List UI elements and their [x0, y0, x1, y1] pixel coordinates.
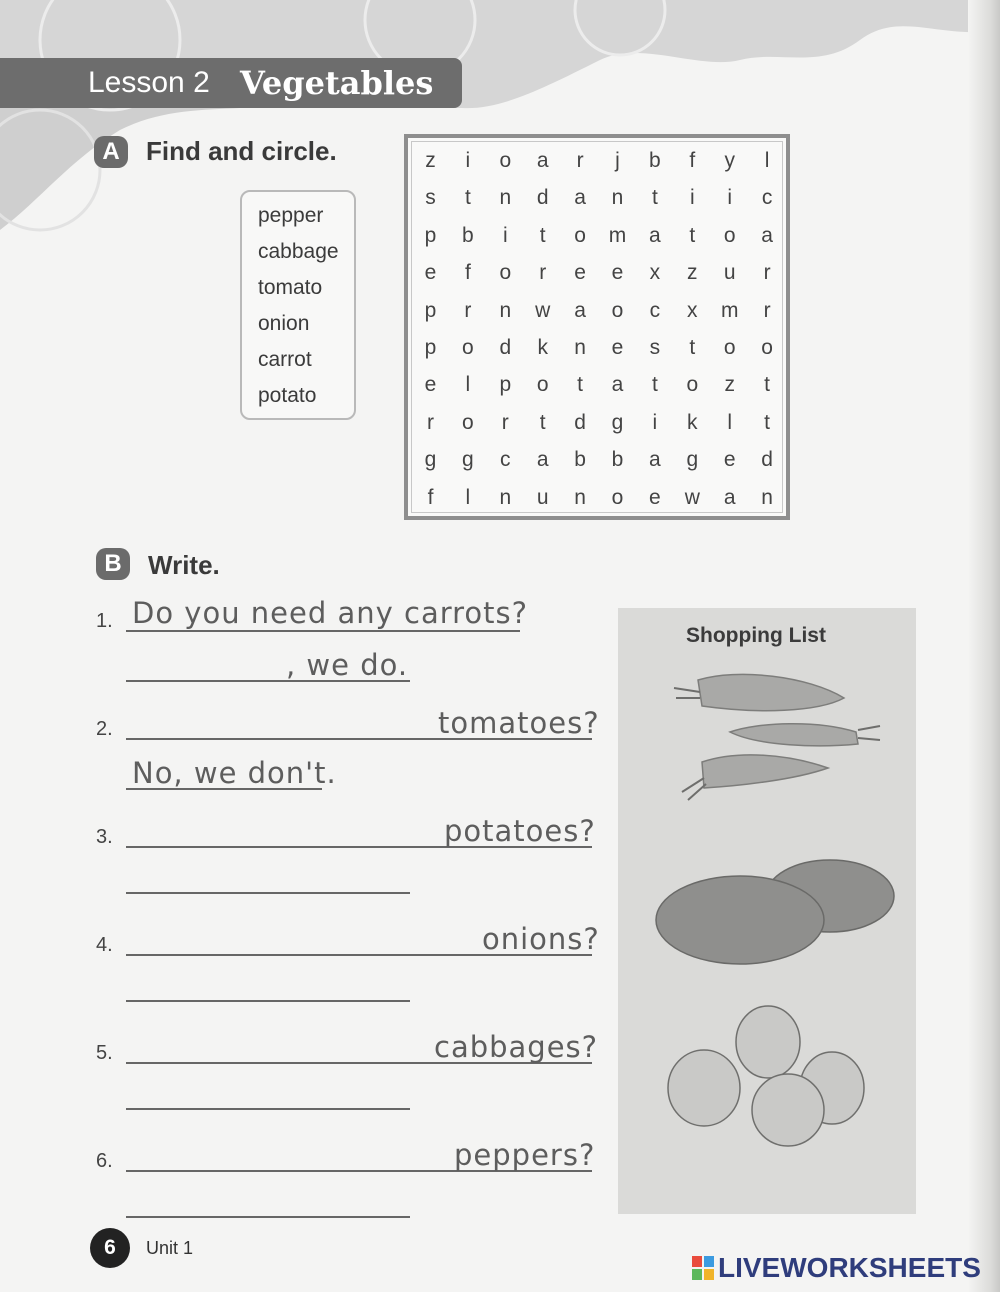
item-number: 3.	[96, 826, 113, 848]
grid-letter[interactable]: e	[424, 373, 437, 397]
grid-letter[interactable]: t	[764, 410, 771, 434]
question-tail: peppers?	[454, 1138, 596, 1172]
grid-letter[interactable]: t	[651, 373, 658, 397]
grid-letter[interactable]: z	[687, 261, 698, 285]
grid-letter[interactable]: k	[537, 336, 548, 359]
grid-letter[interactable]: n	[611, 186, 624, 210]
item-number: 5.	[96, 1042, 113, 1064]
grid-letter[interactable]: a	[761, 223, 773, 247]
onion-icon	[668, 1006, 864, 1146]
grid-letter[interactable]: o	[723, 223, 736, 247]
question-tail: potatoes?	[444, 814, 596, 848]
grid-letter[interactable]: t	[764, 373, 771, 397]
grid-letter[interactable]: f	[427, 485, 434, 509]
grid-letter[interactable]: e	[424, 261, 437, 285]
grid-letter[interactable]: c	[761, 186, 773, 210]
grid-letter[interactable]: a	[574, 298, 586, 322]
write-line[interactable]	[126, 788, 322, 790]
grid-letter[interactable]: n	[499, 186, 512, 210]
grid-letter[interactable]: b	[462, 223, 474, 247]
item-number: 4.	[96, 934, 113, 956]
write-line[interactable]	[126, 1000, 410, 1002]
grid-letter[interactable]: n	[761, 485, 773, 509]
grid-letter[interactable]: z	[425, 149, 436, 172]
write-line[interactable]	[126, 630, 520, 632]
word-bank-item: carrot	[258, 348, 312, 371]
grid-letter[interactable]: r	[576, 149, 584, 172]
grid-letter[interactable]: a	[574, 186, 586, 210]
grid-letter[interactable]: o	[462, 336, 474, 359]
liveworksheets-logo-icon	[692, 1256, 714, 1280]
grid-letter[interactable]: g	[686, 448, 699, 472]
grid-letter[interactable]: o	[611, 485, 624, 509]
lesson-label: Lesson 2	[88, 66, 210, 99]
grid-letter[interactable]: r	[501, 410, 509, 434]
grid-letter[interactable]: j	[615, 149, 620, 172]
grid-letter[interactable]: t	[539, 410, 546, 434]
grid-letter[interactable]: d	[574, 410, 586, 434]
write-line[interactable]	[126, 1108, 410, 1110]
question-tail: onions?	[482, 922, 600, 956]
grid-letter[interactable]: r	[763, 261, 771, 285]
grid-letter[interactable]: g	[611, 410, 624, 434]
grid-letter[interactable]: o	[723, 336, 736, 359]
grid-letter[interactable]: o	[761, 336, 773, 359]
word-search-cells	[411, 141, 783, 513]
grid-letter[interactable]: p	[424, 336, 437, 359]
grid-letter[interactable]: l	[764, 149, 770, 172]
grid-letter[interactable]: u	[723, 261, 736, 285]
item-number: 2.	[96, 718, 113, 740]
grid-letter[interactable]: d	[499, 336, 512, 359]
grid-letter[interactable]: g	[424, 448, 437, 472]
grid-letter[interactable]: r	[539, 261, 547, 285]
grid-letter[interactable]: e	[649, 485, 661, 509]
grid-letter[interactable]: o	[499, 149, 512, 172]
grid-letter[interactable]: s	[425, 186, 436, 210]
grid-letter[interactable]: l	[465, 373, 471, 397]
write-line[interactable]	[126, 680, 410, 682]
page-number: 6	[90, 1228, 130, 1268]
grid-letter[interactable]: n	[574, 485, 586, 509]
grid-letter[interactable]: i	[652, 410, 658, 434]
grid-letter[interactable]: n	[499, 298, 512, 322]
unit-label: Unit 1	[146, 1238, 194, 1258]
grid-letter[interactable]: i	[689, 186, 695, 210]
grid-letter[interactable]: a	[536, 448, 549, 472]
grid-letter[interactable]: o	[536, 373, 549, 397]
grid-letter[interactable]: e	[574, 261, 586, 285]
grid-letter[interactable]: e	[611, 261, 624, 285]
grid-letter[interactable]: w	[684, 485, 700, 509]
section-b-title: Write.	[148, 550, 220, 580]
example-question: Do you need any carrots?	[132, 596, 529, 630]
word-bank-item: onion	[258, 312, 310, 335]
section-a-badge: A	[94, 136, 128, 168]
grid-letter[interactable]: a	[536, 149, 549, 172]
brand-name: LIVEWORKSHEETS	[718, 1252, 981, 1283]
example-answer: No, we don't.	[132, 756, 337, 790]
grid-letter[interactable]: a	[649, 448, 661, 472]
question-tail: tomatoes?	[438, 706, 600, 740]
grid-letter[interactable]: r	[464, 298, 472, 322]
grid-letter[interactable]: u	[536, 485, 549, 509]
grid-letter[interactable]: c	[500, 448, 511, 472]
grid-letter[interactable]: x	[649, 261, 661, 285]
word-bank-item: pepper	[258, 204, 324, 227]
grid-letter[interactable]: f	[689, 149, 696, 172]
page-edge	[968, 0, 1000, 1292]
grid-letter[interactable]: o	[686, 373, 699, 397]
grid-letter[interactable]: t	[689, 336, 696, 359]
word-search-grid	[404, 134, 790, 520]
potato-icon	[656, 860, 894, 964]
shopping-list-title: Shopping List	[686, 624, 826, 647]
item-number: 6.	[96, 1150, 113, 1172]
grid-letter[interactable]: a	[611, 373, 624, 397]
grid-letter[interactable]: o	[462, 410, 474, 434]
grid-letter[interactable]: w	[535, 298, 551, 322]
grid-letter[interactable]: m	[720, 298, 739, 322]
grid-letter[interactable]: a	[723, 485, 736, 509]
grid-letter[interactable]: r	[427, 410, 434, 434]
grid-letter[interactable]: n	[499, 485, 512, 509]
grid-letter[interactable]: t	[689, 223, 696, 247]
grid-letter[interactable]: c	[649, 298, 661, 322]
grid-letter[interactable]: e	[723, 448, 736, 472]
grid-letter[interactable]: m	[608, 223, 627, 247]
example-answer: , we do.	[286, 648, 409, 682]
grid-letter[interactable]: i	[727, 186, 733, 210]
grid-letter[interactable]: n	[574, 336, 586, 359]
grid-letter[interactable]: b	[649, 149, 661, 172]
grid-letter[interactable]: i	[465, 149, 471, 172]
grid-letter[interactable]: t	[464, 186, 471, 210]
write-line[interactable]	[126, 892, 410, 894]
grid-letter[interactable]: p	[499, 373, 512, 397]
grid-letter[interactable]: k	[687, 410, 698, 434]
grid-letter[interactable]: p	[424, 298, 437, 322]
grid-letter[interactable]: o	[574, 223, 586, 247]
grid-letter[interactable]: x	[687, 298, 698, 322]
section-b-badge: B	[96, 548, 130, 580]
grid-letter[interactable]: o	[499, 261, 512, 285]
word-bank-item: potato	[258, 384, 317, 407]
grid-letter[interactable]: l	[727, 410, 733, 434]
grid-letter[interactable]: z	[724, 373, 735, 397]
grid-letter[interactable]: t	[577, 373, 584, 397]
grid-letter[interactable]: y	[724, 149, 735, 172]
grid-letter[interactable]: e	[611, 336, 624, 359]
question-tail: cabbages?	[434, 1030, 599, 1064]
grid-letter[interactable]: o	[611, 298, 624, 322]
grid-letter[interactable]: l	[465, 485, 471, 509]
grid-letter[interactable]: r	[763, 298, 771, 322]
word-bank-item: tomato	[258, 276, 323, 299]
vegetable-illustrations	[618, 608, 916, 1214]
grid-letter[interactable]: d	[536, 186, 549, 210]
grid-letter[interactable]: b	[611, 448, 624, 472]
word-bank-item: cabbage	[258, 240, 339, 263]
carrot-icon	[698, 674, 858, 788]
grid-letter[interactable]: d	[761, 448, 773, 472]
word-bank	[240, 190, 356, 420]
grid-letter[interactable]: p	[424, 223, 437, 247]
grid-letter[interactable]: f	[464, 261, 471, 285]
grid-letter[interactable]: s	[649, 336, 661, 359]
grid-letter[interactable]: g	[462, 448, 474, 472]
grid-letter[interactable]: i	[502, 223, 508, 247]
grid-letter[interactable]: b	[574, 448, 586, 472]
grid-letter[interactable]: t	[651, 186, 658, 210]
grid-letter[interactable]: a	[649, 223, 661, 247]
lesson-title: Vegetables	[240, 64, 434, 102]
section-a-title: Find and circle.	[146, 136, 337, 166]
item-number: 1.	[96, 610, 113, 632]
write-line[interactable]	[126, 1216, 410, 1218]
grid-letter[interactable]: t	[539, 223, 546, 247]
